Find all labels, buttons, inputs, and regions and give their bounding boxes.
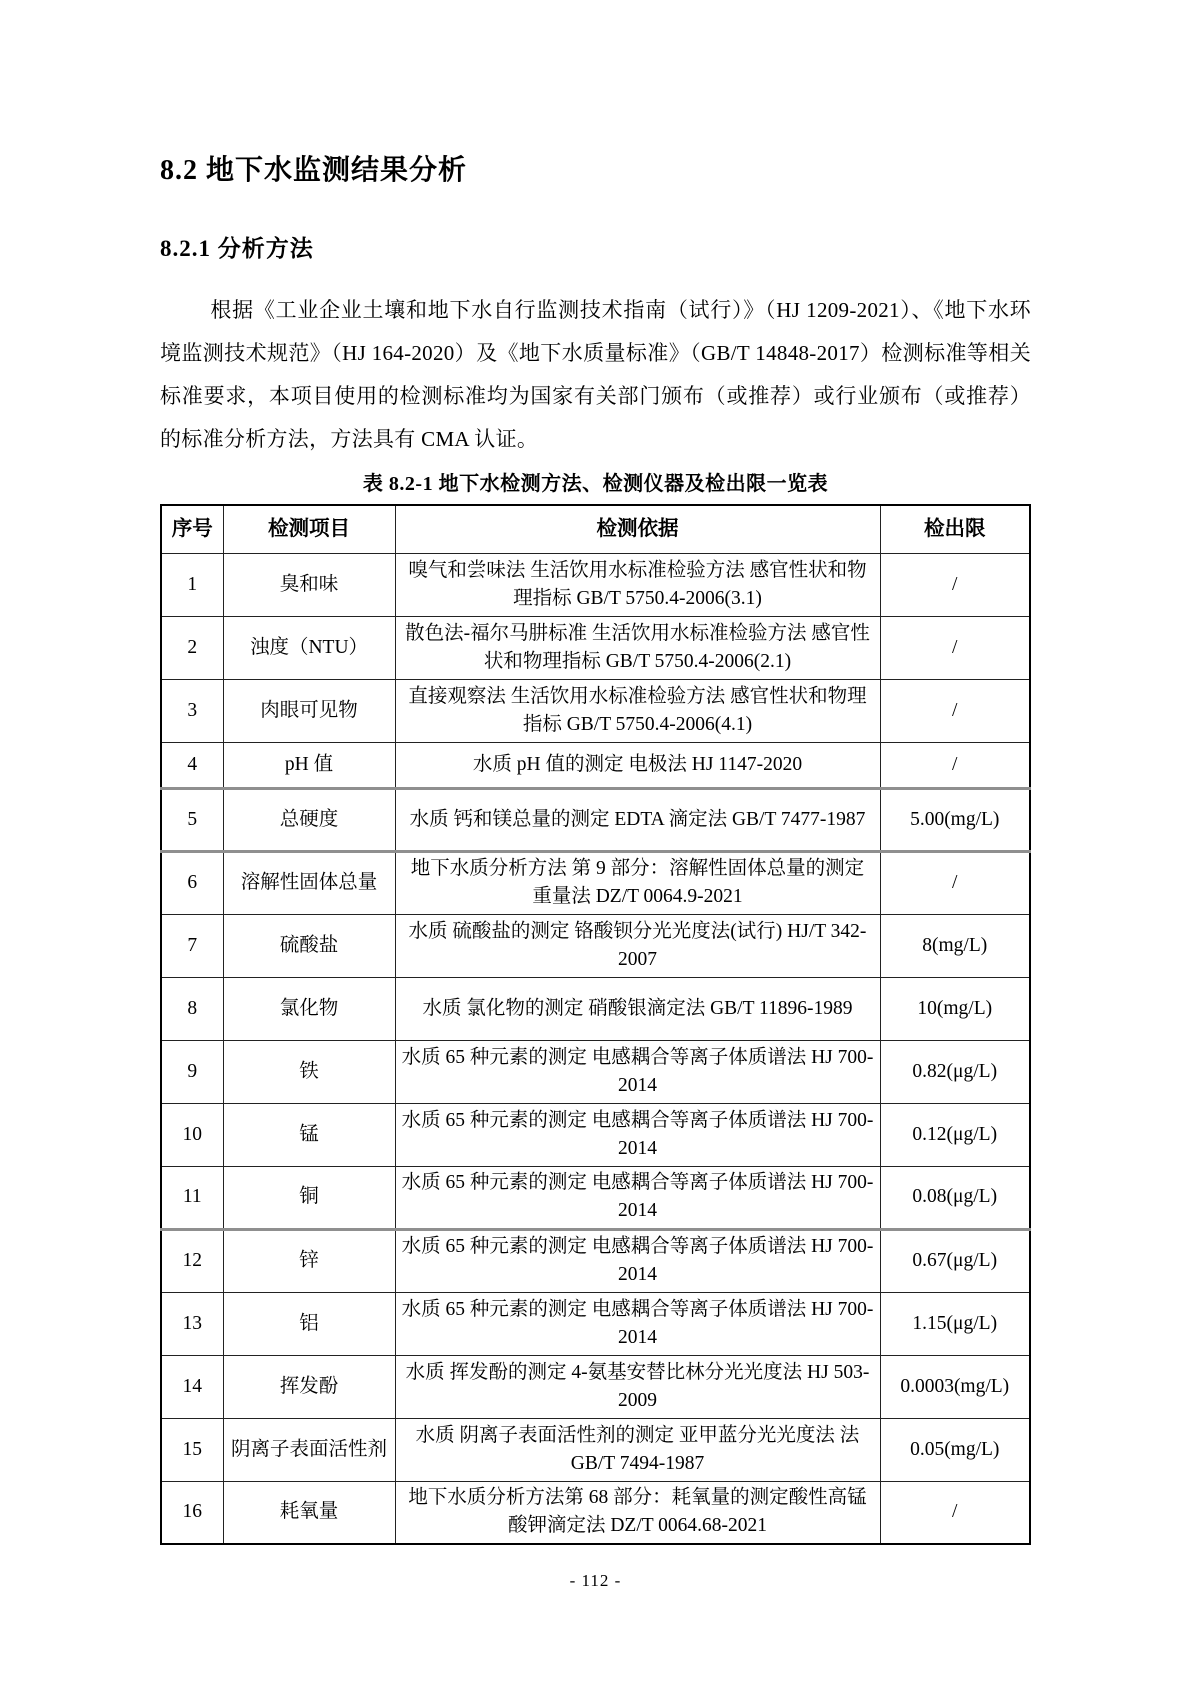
column-header-detection-limit: 检出限: [880, 505, 1030, 553]
row-serial-number: 3: [161, 679, 223, 742]
row-detection-limit: 0.82(μg/L): [880, 1040, 1030, 1103]
row-detection-basis: 水质 65 种元素的测定 电感耦合等离子体质谱法 HJ 700-2014: [395, 1166, 880, 1229]
row-serial-number: 15: [161, 1418, 223, 1481]
page-number: - 112 -: [569, 1571, 622, 1590]
row-detection-item: 铝: [223, 1292, 395, 1355]
row-serial-number: 14: [161, 1355, 223, 1418]
row-detection-basis: 水质 65 种元素的测定 电感耦合等离子体质谱法 HJ 700-2014: [395, 1229, 880, 1292]
row-detection-item: 耗氧量: [223, 1481, 395, 1544]
row-detection-item: 溶解性固体总量: [223, 851, 395, 914]
row-detection-basis: 水质 挥发酚的测定 4-氨基安替比林分光光度法 HJ 503-2009: [395, 1355, 880, 1418]
row-detection-basis: 直接观察法 生活饮用水标准检验方法 感官性状和物理指标 GB/T 5750.4-2006(4.1): [395, 679, 880, 742]
row-detection-basis: 水质 pH 值的测定 电极法 HJ 1147-2020: [395, 742, 880, 788]
row-detection-item: 锰: [223, 1103, 395, 1166]
intro-paragraph: 根据《工业企业土壤和地下水自行监测技术指南（试行）》（HJ 1209-2021）、《地下水环境监测技术规范》（HJ 164-2020）及《地下水质量标准》（GB/T 14848-2017）检测标准等相关标准要求，本项目使用的检测标准均为国家有关部门颁布（或推荐）或行业颁布（或推荐）的标准分析方法，方法具有 CMA 认证。: [160, 298, 1031, 451]
table-row: [161, 1103, 1030, 1166]
row-serial-number: 6: [161, 851, 223, 914]
row-detection-limit: 1.15(μg/L): [880, 1292, 1030, 1355]
row-serial-number: 9: [161, 1040, 223, 1103]
row-detection-basis: 散色法-福尔马肼标准 生活饮用水标准检验方法 感官性状和物理指标 GB/T 5750.4-2006(2.1): [395, 616, 880, 679]
section-heading: 8.2 地下水监测结果分析: [160, 155, 468, 186]
row-detection-item: pH 值: [223, 742, 395, 788]
row-detection-limit: 0.67(μg/L): [880, 1229, 1030, 1292]
row-detection-basis: 嗅气和尝味法 生活饮用水标准检验方法 感官性状和物理指标 GB/T 5750.4-2006(3.1): [395, 553, 880, 616]
row-serial-number: 2: [161, 616, 223, 679]
row-serial-number: 10: [161, 1103, 223, 1166]
column-header-detection-basis: 检测依据: [395, 505, 880, 553]
row-detection-basis: 水质 65 种元素的测定 电感耦合等离子体质谱法 HJ 700-2014: [395, 1103, 880, 1166]
table-caption: 表 8.2-1 地下水检测方法、检测仪器及检出限一览表: [362, 473, 829, 495]
row-detection-limit: 5.00(mg/L): [880, 788, 1030, 851]
row-detection-basis: 水质 钙和镁总量的测定 EDTA 滴定法 GB/T 7477-1987: [395, 788, 880, 851]
row-detection-limit: 0.08(μg/L): [880, 1166, 1030, 1229]
row-detection-item: 臭和味: [223, 553, 395, 616]
row-detection-limit: /: [880, 616, 1030, 679]
table-row: [161, 851, 1030, 914]
table-header-row: [161, 505, 1030, 553]
row-serial-number: 4: [161, 742, 223, 788]
row-detection-limit: /: [880, 679, 1030, 742]
row-detection-basis: 水质 硫酸盐的测定 铬酸钡分光光度法(试行) HJ/T 342-2007: [395, 914, 880, 977]
table-row: [161, 914, 1030, 977]
row-detection-item: 锌: [223, 1229, 395, 1292]
table-row: [161, 1229, 1030, 1292]
row-detection-basis: 地下水质分析方法 第 9 部分：溶解性固体总量的测定 重量法 DZ/T 0064.9-2021: [395, 851, 880, 914]
row-serial-number: 5: [161, 788, 223, 851]
table-row: [161, 788, 1030, 851]
row-detection-item: 浊度（NTU）: [223, 616, 395, 679]
row-detection-item: 氯化物: [223, 977, 395, 1040]
row-detection-basis: 水质 65 种元素的测定 电感耦合等离子体质谱法 HJ 700-2014: [395, 1040, 880, 1103]
detection-methods-table: [160, 504, 1031, 1545]
table-row: [161, 977, 1030, 1040]
row-serial-number: 1: [161, 553, 223, 616]
row-serial-number: 16: [161, 1481, 223, 1544]
row-detection-limit: /: [880, 1481, 1030, 1544]
subsection-heading: 8.2.1 分析方法: [160, 236, 314, 261]
table-row: [161, 1292, 1030, 1355]
row-detection-item: 硫酸盐: [223, 914, 395, 977]
row-detection-limit: 8(mg/L): [880, 914, 1030, 977]
table-row: [161, 616, 1030, 679]
table-row: [161, 1355, 1030, 1418]
row-detection-limit: /: [880, 851, 1030, 914]
table-row: [161, 553, 1030, 616]
row-detection-item: 总硬度: [223, 788, 395, 851]
table-row: [161, 679, 1030, 742]
row-detection-basis: 水质 氯化物的测定 硝酸银滴定法 GB/T 11896-1989: [395, 977, 880, 1040]
row-serial-number: 13: [161, 1292, 223, 1355]
row-detection-item: 阴离子表面活性剂: [223, 1418, 395, 1481]
table-row: [161, 1040, 1030, 1103]
row-serial-number: 8: [161, 977, 223, 1040]
table-row: [161, 742, 1030, 788]
row-detection-basis: 水质 阴离子表面活性剂的测定 亚甲蓝分光光度法 法 GB/T 7494-1987: [395, 1418, 880, 1481]
row-detection-limit: /: [880, 742, 1030, 788]
column-header-serial-number: 序号: [161, 505, 223, 553]
table-row: [161, 1481, 1030, 1544]
row-detection-item: 铁: [223, 1040, 395, 1103]
table-row: [161, 1418, 1030, 1481]
row-serial-number: 7: [161, 914, 223, 977]
row-detection-limit: 10(mg/L): [880, 977, 1030, 1040]
row-detection-limit: /: [880, 553, 1030, 616]
row-detection-limit: 0.12(μg/L): [880, 1103, 1030, 1166]
row-serial-number: 11: [161, 1166, 223, 1229]
table-row: [161, 1166, 1030, 1229]
row-detection-item: 挥发酚: [223, 1355, 395, 1418]
row-detection-basis: 水质 65 种元素的测定 电感耦合等离子体质谱法 HJ 700-2014: [395, 1292, 880, 1355]
row-detection-limit: 0.0003(mg/L): [880, 1355, 1030, 1418]
row-serial-number: 12: [161, 1229, 223, 1292]
row-detection-item: 铜: [223, 1166, 395, 1229]
row-detection-limit: 0.05(mg/L): [880, 1418, 1030, 1481]
column-header-detection-item: 检测项目: [223, 505, 395, 553]
row-detection-basis: 地下水质分析方法第 68 部分：耗氧量的测定酸性高锰酸钾滴定法 DZ/T 0064.68-2021: [395, 1481, 880, 1544]
row-detection-item: 肉眼可见物: [223, 679, 395, 742]
